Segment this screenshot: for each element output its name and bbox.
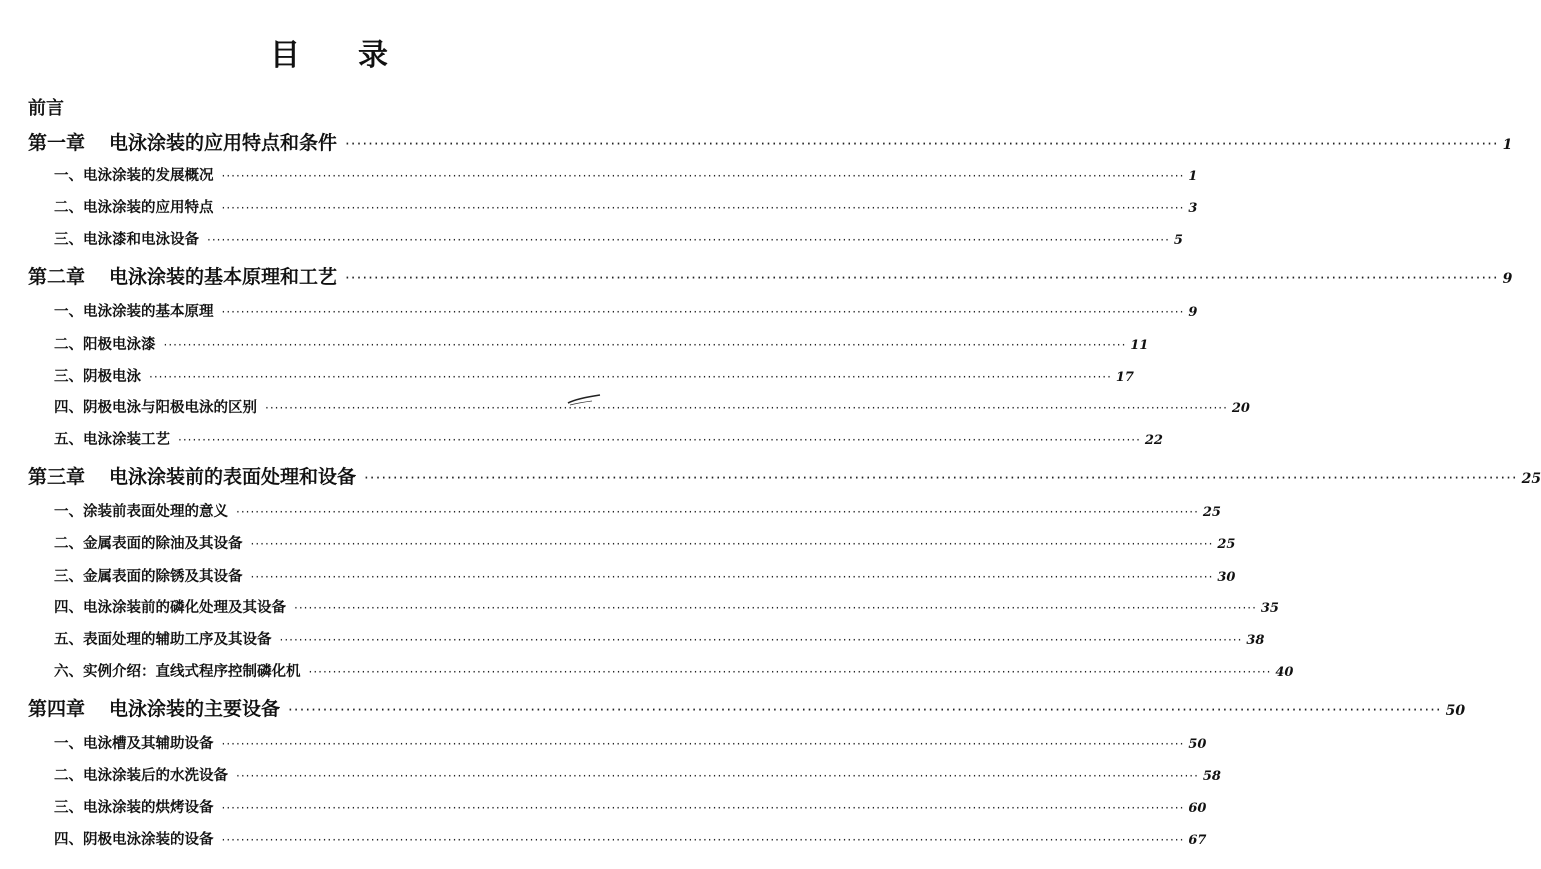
toc-section-entry[interactable] (54, 764, 1221, 785)
entry-title: 电泳涂装后的水洗设备 (83, 768, 228, 784)
toc-section-entry[interactable] (54, 828, 1207, 849)
entry-number: 第二章 (28, 266, 86, 288)
toc-section-entry[interactable] (54, 796, 1207, 817)
entry-number: 四、 (54, 832, 83, 848)
dot-leader: ········································································································································································································ (345, 269, 1499, 287)
entry-page-number: 1 (1502, 137, 1513, 153)
entry-page-number: 17 (1115, 370, 1134, 385)
toc-section-entry[interactable] (54, 396, 1250, 417)
entry-title: 阴极电泳与阳极电泳的区别 (83, 400, 257, 416)
entry-page-number: 50 (1188, 737, 1207, 752)
dot-leader: ········································································································································································································ (308, 665, 1272, 679)
toc-preface[interactable]: 前言 (28, 98, 64, 119)
entry-title: 电泳涂装前的磷化处理及其设备 (83, 600, 286, 616)
entry-title: 电泳漆和电泳设备 (83, 232, 199, 248)
entry-number: 第一章 (28, 132, 86, 154)
entry-page-number: 60 (1188, 801, 1207, 816)
entry-page-number: 30 (1217, 570, 1236, 585)
title-char-left: 目 (270, 38, 302, 73)
entry-number: 二、 (54, 337, 83, 353)
entry-page-number: 25 (1202, 505, 1221, 520)
entry-page-number: 9 (1188, 305, 1198, 320)
dot-leader: ········································································································································································································ (279, 633, 1243, 647)
entry-page-number: 38 (1246, 633, 1265, 648)
entry-page-number: 3 (1188, 201, 1198, 216)
entry-page-number: 1 (1188, 169, 1198, 184)
toc-section-entry[interactable] (54, 565, 1236, 586)
toc-section-entry[interactable] (54, 428, 1163, 449)
toc-section-entry[interactable] (54, 500, 1221, 521)
entry-page-number: 58 (1202, 769, 1221, 784)
dot-leader: ········································································································································································································ (221, 169, 1185, 183)
toc-section-entry[interactable] (54, 196, 1198, 217)
entry-title: 电泳涂装的发展概况 (83, 168, 214, 184)
entry-page-number: 22 (1144, 433, 1163, 448)
toc-section-entry[interactable] (54, 228, 1183, 249)
entry-title: 电泳涂装的基本原理和工艺 (109, 266, 338, 288)
dot-leader: ········································································································································································································ (149, 370, 1112, 384)
dot-leader: ········································································································································································································ (221, 201, 1185, 215)
dot-leader: ········································································································································································································ (236, 769, 1199, 783)
entry-page-number: 50 (1445, 703, 1466, 719)
entry-title: 阳极电泳漆 (83, 337, 156, 353)
entry-title: 电泳涂装工艺 (83, 432, 170, 448)
entry-number: 四、 (54, 600, 83, 616)
entry-page-number: 40 (1275, 665, 1294, 680)
entry-title: 电泳槽及其辅助设备 (83, 736, 214, 752)
dot-leader: ········································································································································································································ (221, 737, 1185, 751)
entry-number: 一、 (54, 168, 83, 184)
toc-section-entry[interactable] (54, 164, 1198, 185)
entry-title: 电泳涂装的基本原理 (83, 304, 214, 320)
entry-number: 五、 (54, 432, 83, 448)
entry-number: 三、 (54, 369, 83, 385)
toc-section-entry[interactable] (54, 660, 1294, 681)
entry-title: 电泳涂装前的表面处理和设备 (109, 466, 357, 488)
pen-mark-icon (566, 393, 602, 407)
entry-page-number: 5 (1173, 233, 1183, 248)
dot-leader: ········································································································································································································ (221, 801, 1185, 815)
toc-section-entry[interactable] (54, 596, 1279, 617)
entry-number: 三、 (54, 232, 83, 248)
entry-number: 四、 (54, 400, 83, 416)
toc-chapter-entry[interactable] (28, 262, 1513, 289)
entry-title: 阴极电泳 (83, 369, 141, 385)
dot-leader: ········································································································································································································ (288, 701, 1442, 719)
entry-page-number: 35 (1260, 601, 1279, 616)
page-title (0, 30, 660, 74)
dot-leader: ········································································································································································································ (221, 305, 1185, 319)
entry-page-number: 67 (1188, 833, 1207, 848)
entry-number: 六、 (54, 664, 83, 680)
entry-title: 电泳涂装的烘烤设备 (83, 800, 214, 816)
entry-number: 一、 (54, 504, 83, 520)
toc-chapter-entry[interactable] (28, 694, 1466, 721)
entry-title: 实例介绍：直线式程序控制磷化机 (83, 664, 301, 680)
dot-leader: ········································································································································································································ (364, 469, 1518, 487)
dot-leader: ········································································································································································································ (250, 570, 1214, 584)
dot-leader: ········································································································································································································ (345, 135, 1499, 153)
dot-leader: ········································································································································································································ (178, 433, 1141, 447)
entry-title: 电泳涂装的主要设备 (109, 698, 281, 720)
entry-number: 三、 (54, 569, 83, 585)
entry-number: 二、 (54, 768, 83, 784)
dot-leader: ········································································································································································································ (250, 537, 1214, 551)
entry-page-number: 11 (1130, 338, 1149, 353)
toc-chapter-entry[interactable] (28, 128, 1513, 155)
entry-page-number: 25 (1217, 537, 1236, 552)
dot-leader: ········································································································································································································ (207, 233, 1170, 247)
entry-number: 一、 (54, 304, 83, 320)
title-char-right: 录 (358, 38, 390, 73)
toc-section-entry[interactable] (54, 532, 1236, 553)
toc-chapter-entry[interactable] (28, 462, 1541, 489)
entry-number: 五、 (54, 632, 83, 648)
entry-title: 电泳涂装的应用特点 (83, 200, 214, 216)
entry-number: 第三章 (28, 466, 86, 488)
toc-section-entry[interactable] (54, 628, 1265, 649)
entry-title: 涂装前表面处理的意义 (83, 504, 228, 520)
toc-section-entry[interactable] (54, 333, 1149, 354)
entry-page-number: 9 (1502, 271, 1513, 287)
entry-page-number: 20 (1231, 401, 1250, 416)
entry-title: 电泳涂装的应用特点和条件 (109, 132, 338, 154)
entry-page-number: 25 (1521, 471, 1541, 487)
toc-section-entry[interactable] (54, 732, 1207, 753)
dot-leader: ········································································································································································································ (236, 505, 1199, 519)
entry-number: 二、 (54, 200, 83, 216)
dot-leader: ········································································································································································································ (294, 601, 1257, 615)
toc-section-entry[interactable] (54, 300, 1198, 321)
entry-title: 阴极电泳涂装的设备 (83, 832, 214, 848)
entry-number: 第四章 (28, 698, 86, 720)
toc-section-entry[interactable] (54, 365, 1134, 386)
entry-number: 二、 (54, 536, 83, 552)
dot-leader: ········································································································································································································ (265, 401, 1228, 415)
entry-number: 一、 (54, 736, 83, 752)
entry-title: 金属表面的除锈及其设备 (83, 569, 243, 585)
entry-number: 三、 (54, 800, 83, 816)
entry-title: 金属表面的除油及其设备 (83, 536, 243, 552)
dot-leader: ········································································································································································································ (221, 833, 1185, 847)
entry-title: 表面处理的辅助工序及其设备 (83, 632, 272, 648)
dot-leader: ········································································································································································································ (163, 338, 1127, 352)
